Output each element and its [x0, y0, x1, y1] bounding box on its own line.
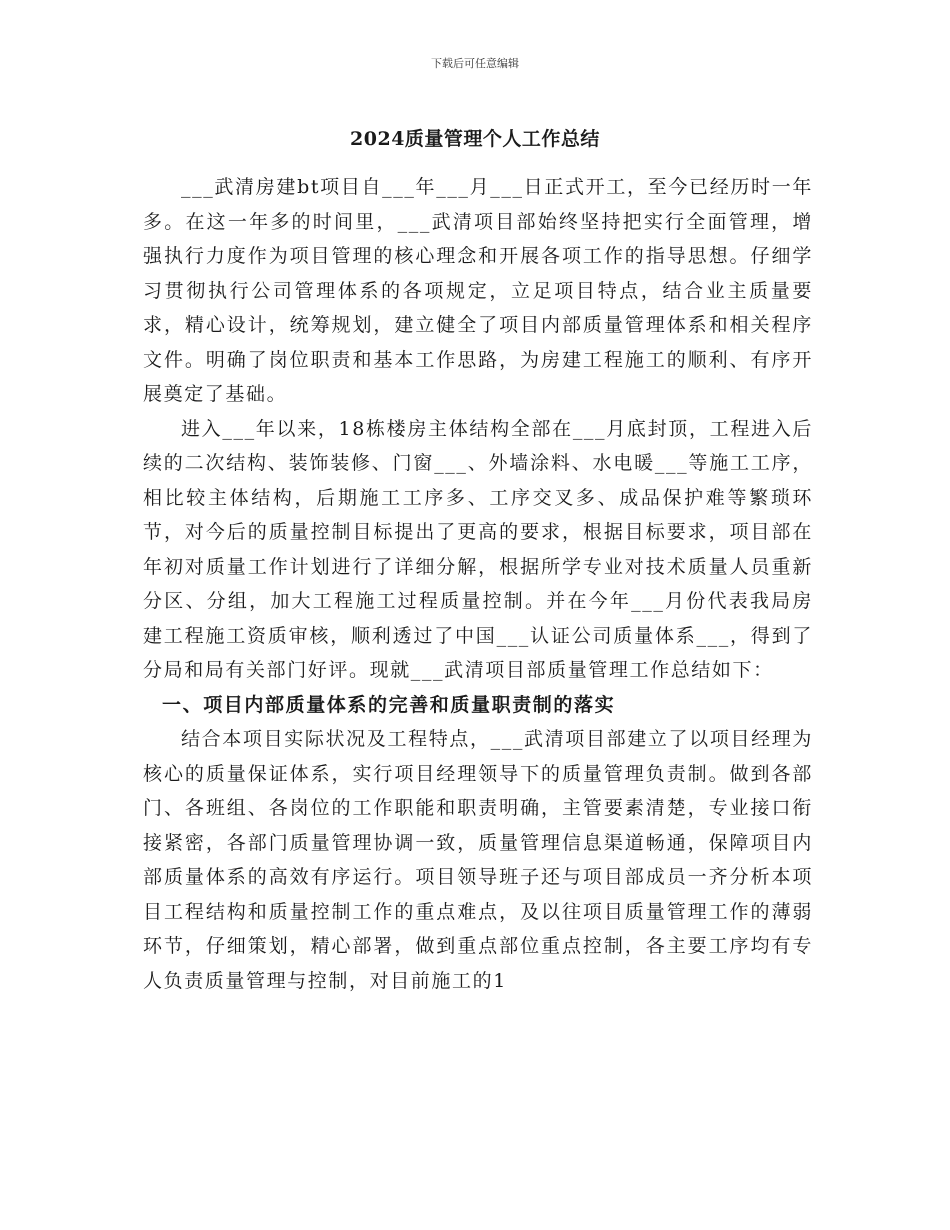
- section-heading: 一、项目内部质量体系的完善和质量职责制的落实: [162, 693, 616, 716]
- paragraph-intro: ___武清房建bt项目自___年___月___日正式开工，至今已经历时一年多。在这一年多的时间里，___武清项目部始终坚持把实行全面管理，增强执行力度作为项目管理的核心理念和开展各项工作的指导思想。仔细学习贯彻执行公司管理体系的各项规定，立足项目特点，结合业主质量要求，精心设计，统筹规划，建立健全了项目内部质量管理体系和相关程序文件。明确了岗位职责和基本工作思路，为房建工程施工的顺利、有序开展奠定了基础。: [143, 176, 813, 405]
- document-body: [143, 170, 813, 998]
- paragraph-section-1: 结合本项目实际状况及工程特点，___武清项目部建立了以项目经理为核心的质量保证体系，实行项目经理领导下的质量管理负责制。做到各部门、各班组、各岗位的工作职能和职责明确，主管要素清楚，专业接口衔接紧密，各部门质量管理协调一致，质量管理信息渠道畅通，保障项目内部质量体系的高效有序运行。项目领导班子还与项目部成员一齐分析本项目工程结构和质量控制工作的重点难点，及以往项目质量管理工作的薄弱环节，仔细策划，精心部署，做到重点部位重点控制，各主要工序均有专人负责质量管理与控制，对目前施工的1: [143, 728, 813, 992]
- document-title: 2024质量管理个人工作总结: [350, 128, 600, 150]
- paragraph-progress: 进入___年以来，18栋楼房主体结构全部在___月底封顶，工程进入后续的二次结构、装饰装修、门窗___、外墙涂料、水电暖___等施工工序，相比较主体结构，后期施工工序多、工序交叉多、成品保护难等繁琐环节，对今后的质量控制目标提出了更高的要求，根据目标要求，项目部在年初对质量工作计划进行了详细分解，根据所学专业对技术质量人员重新分区、分组，加大工程施工过程质量控制。并在今年___月份代表我局房建工程施工资质审核，顺利透过了中国___认证公司质量体系___，得到了分局和局有关部门好评。现就___武清项目部质量管理工作总结如下：: [143, 417, 813, 681]
- header-note: 下载后可任意编辑: [431, 57, 519, 70]
